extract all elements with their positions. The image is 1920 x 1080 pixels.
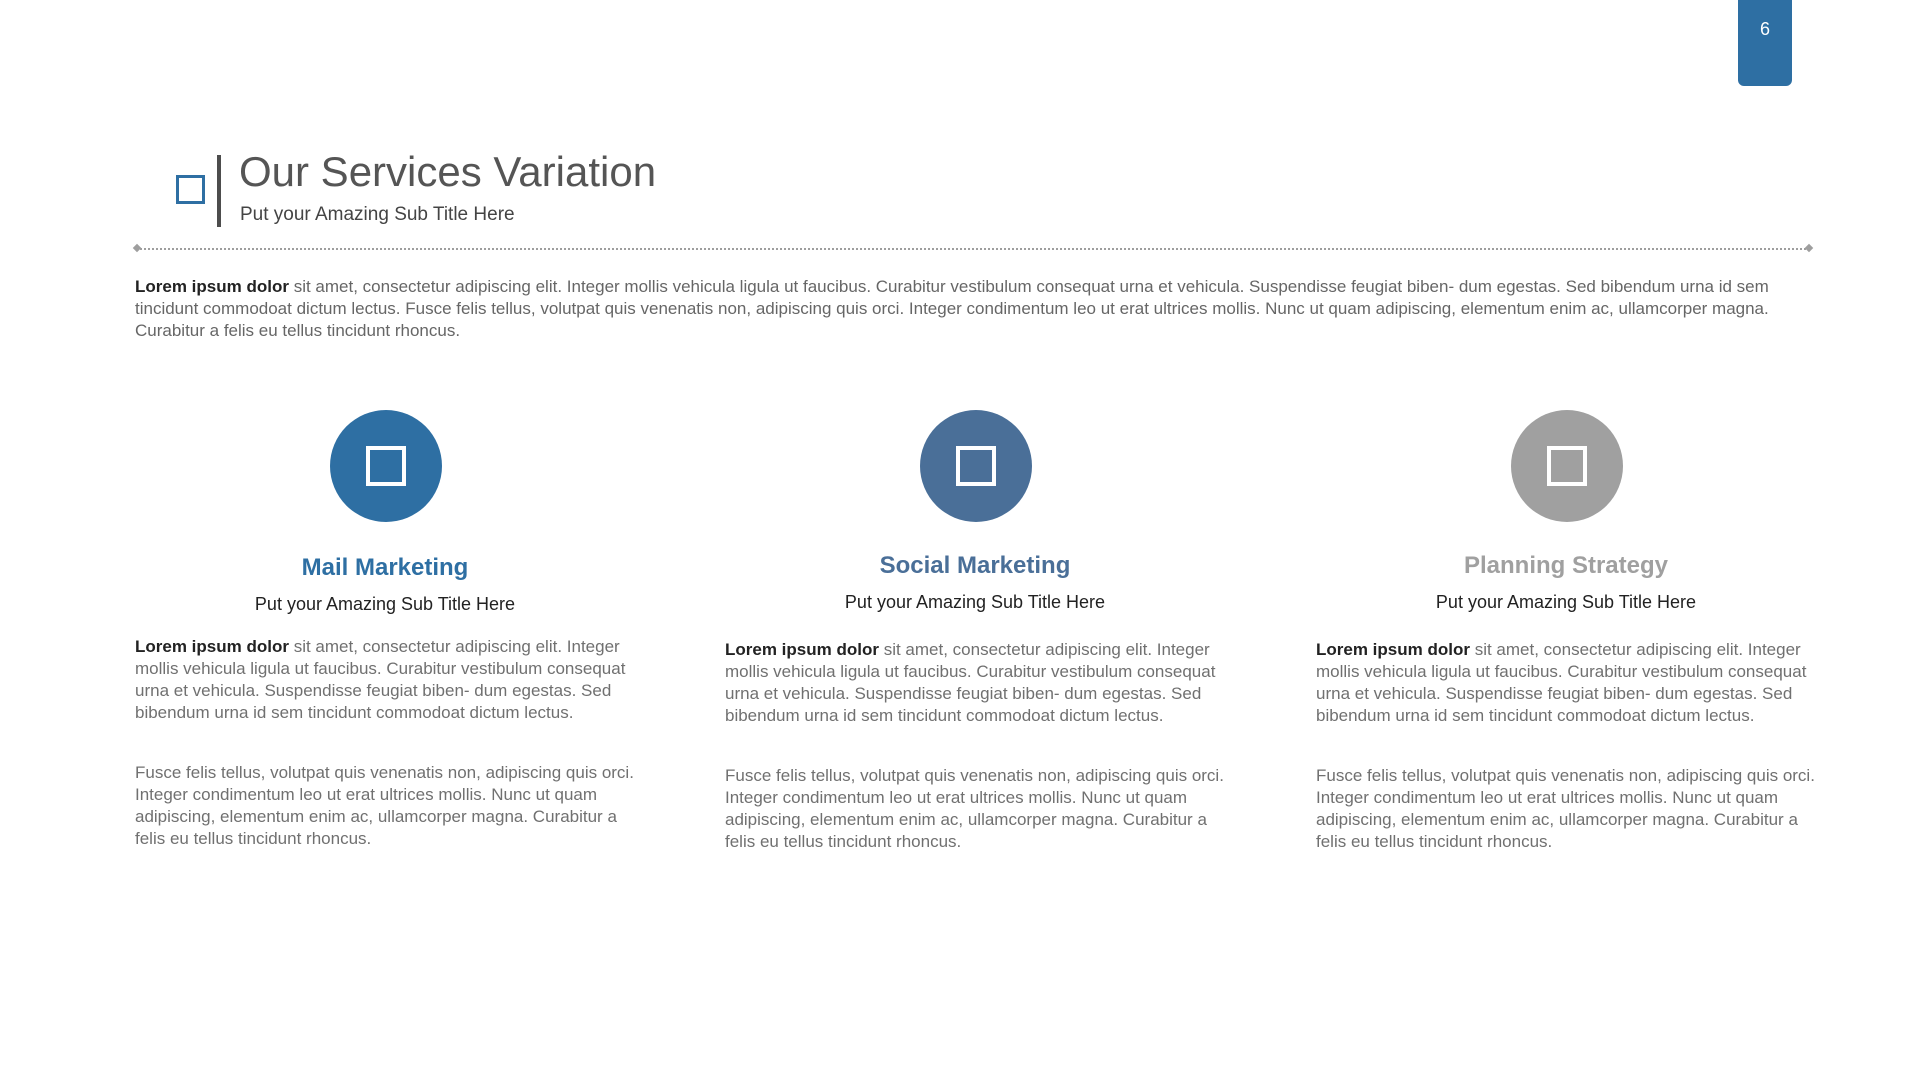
service-text: sit amet, consectetur adipiscing elit. Integer mollis vehicula ligula ut faucibus. Curabitur vestibulum consequat urna et vehicula. Suspendisse feugiat biben- dum egestas. Sed bibendum urna id sem tincidunt commodoat dictum lectus. bbox=[135, 637, 626, 722]
service-title: Planning Strategy bbox=[1463, 552, 1669, 579]
service-circle bbox=[330, 410, 442, 522]
service-lead: Lorem ipsum dolor bbox=[725, 640, 879, 659]
square-icon bbox=[956, 446, 996, 486]
service-text: sit amet, consectetur adipiscing elit. Integer mollis vehicula ligula ut faucibus. Curabitur vestibulum consequat urna et vehicula. Suspendisse feugiat biben- dum egestas. Sed bibendum urna id sem tincidunt commodoat dictum lectus. bbox=[1316, 640, 1807, 725]
service-circle bbox=[1511, 410, 1623, 522]
page-title: Our Services Variation bbox=[239, 148, 657, 195]
page-subtitle: Put your Amazing Sub Title Here bbox=[240, 204, 515, 225]
service-subtitle: Put your Amazing Sub Title Here bbox=[254, 594, 516, 614]
service-paragraph bbox=[725, 639, 1225, 727]
service-paragraph: Fusce felis tellus, volutpat quis venenatis non, adipiscing quis orci. Integer condimentum leo ut erat ultrices mollis. Nunc ut quam adipiscing, elementum enim ac, ullamcorper magna. Curabitur a felis eu tellus tincidunt rhoncus. bbox=[725, 766, 1224, 851]
service-circle bbox=[920, 410, 1032, 522]
service-paragraph: Fusce felis tellus, volutpat quis venenatis non, adipiscing quis orci. Integer condimentum leo ut erat ultrices mollis. Nunc ut quam adipiscing, elementum enim ac, ullamcorper magna. Curabitur a felis eu tellus tincidunt rhoncus. bbox=[135, 763, 634, 848]
square-icon bbox=[1547, 446, 1587, 486]
service-card-planning-strategy bbox=[1316, 0, 1816, 1080]
page-number: 6 bbox=[1759, 19, 1770, 39]
service-paragraph bbox=[1316, 639, 1816, 727]
service-subtitle: Put your Amazing Sub Title Here bbox=[1435, 592, 1697, 612]
service-lead: Lorem ipsum dolor bbox=[1316, 640, 1470, 659]
service-paragraph bbox=[135, 636, 635, 724]
service-paragraph: Fusce felis tellus, volutpat quis venenatis non, adipiscing quis orci. Integer condimentum leo ut erat ultrices mollis. Nunc ut quam adipiscing, elementum enim ac, ullamcorper magna. Curabitur a felis eu tellus tincidunt rhoncus. bbox=[1316, 766, 1815, 851]
service-title: Social Marketing bbox=[879, 552, 1071, 579]
square-icon bbox=[366, 446, 406, 486]
intro-text: sit amet, consectetur adipiscing elit. Integer mollis vehicula ligula ut faucibus. Curabitur vestibulum consequat urna et vehicula. Suspendisse feugiat biben- dum egestas. Sed bibendum urna id sem tincidunt commodoat dictum lectus. Fusce felis tellus, volutpat quis venenatis non, adipiscing quis orci. Integer condimentum leo ut erat ultrices mollis. Nunc ut quam adipiscing, elementum enim ac, ullamcorper magna. Curabitur a felis eu tellus tincidunt rhoncus. bbox=[135, 277, 1769, 340]
service-lead: Lorem ipsum dolor bbox=[135, 637, 289, 656]
intro-lead: Lorem ipsum dolor bbox=[135, 277, 289, 296]
service-subtitle: Put your Amazing Sub Title Here bbox=[844, 592, 1106, 612]
service-title: Mail Marketing bbox=[301, 554, 469, 581]
service-card-mail-marketing bbox=[135, 0, 635, 1080]
service-card-social-marketing bbox=[725, 0, 1225, 1080]
service-text: sit amet, consectetur adipiscing elit. Integer mollis vehicula ligula ut faucibus. Curabitur vestibulum consequat urna et vehicula. Suspendisse feugiat biben- dum egestas. Sed bibendum urna id sem tincidunt commodoat dictum lectus. bbox=[725, 640, 1216, 725]
